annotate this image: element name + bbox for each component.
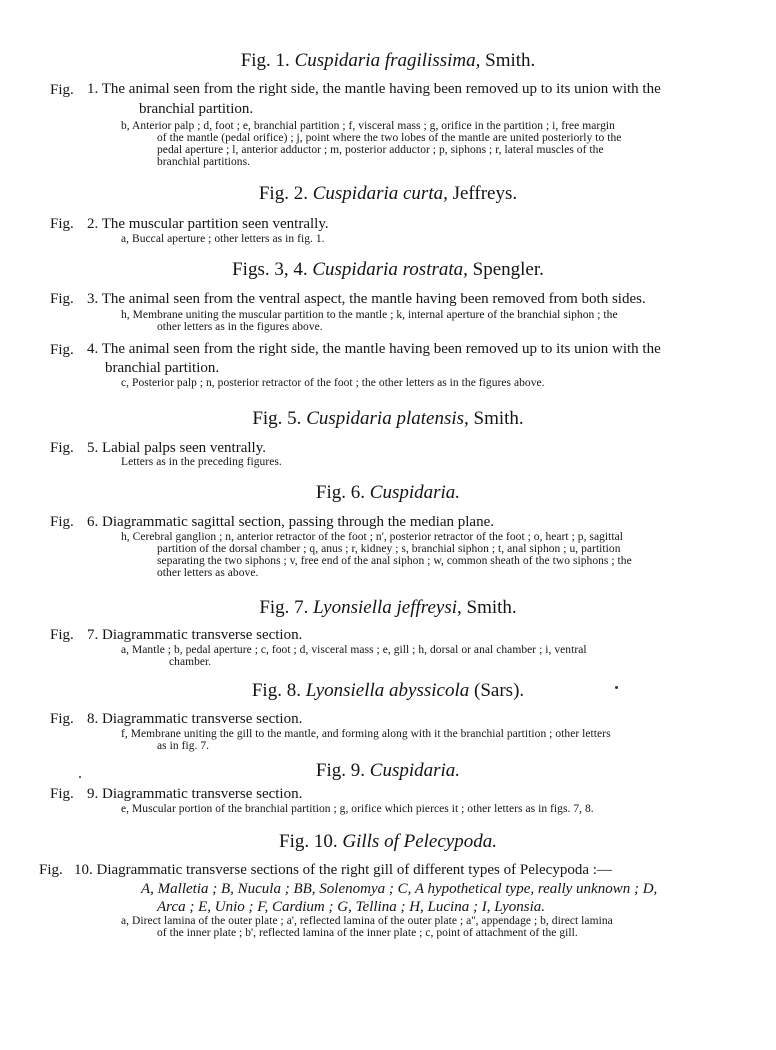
fig3-4-heading-species: Cuspidaria rostrata, [312, 259, 468, 280]
fig6-caption-line-1: 6. Diagrammatic sagittal section, passing through the median plane. [87, 514, 494, 530]
fig1-note-line-2: of the mantle (pedal orifice) ; j, point where the two lobes of the mantle are united posteriorly to the [157, 132, 622, 144]
fig2-heading [0, 183, 776, 205]
fig8-heading-number: Fig. 8. [251, 680, 301, 701]
fig1-heading-author: Smith. [485, 50, 536, 71]
fig8-caption-line-1: 8. Diagrammatic transverse section. [87, 711, 303, 727]
fig6-note-line-4: other letters as above. [157, 567, 259, 579]
fig1-caption-line-2: branchial partition. [139, 101, 254, 117]
fig5-heading [0, 408, 776, 430]
fig6-heading-number: Fig. 6. [315, 482, 366, 503]
fig2-heading-author: Jeffreys. [452, 183, 518, 204]
fig9-note-line-1: e, Muscular portion of the branchial partition ; g, orifice which pierces it ; other letters as in figs. 7, 8. [121, 803, 594, 815]
fig8-label: Fig. [50, 711, 74, 727]
fig1-heading-number: Fig. 1. [240, 50, 290, 71]
fig9-heading [0, 760, 776, 782]
fig7-caption-line-1: 7. Diagrammatic transverse section. [87, 627, 303, 643]
fig1-heading-species: Cuspidaria fragilissima, [294, 50, 481, 71]
fig8-note-line-1: f, Membrane uniting the gill to the mantle, and forming along with it the branchial partition ; other letters [121, 728, 611, 740]
fig8-note-line-2: as in fig. 7. [157, 740, 210, 752]
fig7-note-line-1: a, Mantle ; b, pedal aperture ; c, foot ; d, visceral mass ; e, gill ; h, dorsal or anal chamber ; i, ventral [121, 644, 587, 656]
fig10-caption-line-1: 10. Diagrammatic transverse sections of the right gill of different types of Pelecypoda :— [74, 862, 612, 878]
fig10-note-line-2: of the inner plate ; b', reflected lamina of the inner plate ; c, point of attachment of the gill. [157, 927, 578, 939]
fig6-heading [0, 482, 776, 504]
fig4-label: Fig. [50, 342, 74, 358]
fig8-heading-author: (Sars). [474, 680, 525, 701]
fig1-caption-line-1: 1. The animal seen from the right side, the mantle having been removed up to its union with the [87, 81, 661, 97]
fig1-label: Fig. [50, 82, 74, 98]
fig3-4-heading [0, 259, 776, 281]
fig5-heading-author: Smith. [473, 408, 524, 429]
fig4-note-line-1: c, Posterior palp ; n, posterior retractor of the foot ; the other letters as in the figures above. [121, 377, 545, 389]
fig2-caption-line-1: 2. The muscular partition seen ventrally. [87, 216, 329, 232]
fig7-heading [0, 597, 776, 619]
fig7-heading-author: Smith. [466, 597, 517, 618]
fig1-heading [0, 50, 776, 72]
fig6-heading-species: Cuspidaria. [369, 482, 461, 503]
ink-speck [79, 776, 81, 778]
fig3-4-heading-number: Figs. 3, 4. [232, 259, 308, 280]
fig5-caption-line-1: 5. Labial palps seen ventrally. [87, 440, 266, 456]
fig5-heading-species: Cuspidaria platensis, [306, 408, 469, 429]
fig7-note-line-2: chamber. [169, 656, 212, 668]
fig10-label: Fig. [39, 862, 63, 878]
fig5-label: Fig. [50, 440, 74, 456]
fig10-types-line-2: Arca ; E, Unio ; F, Cardium ; G, Tellina ; H, Lucina ; I, Lyonsia. [157, 899, 546, 915]
fig3-note-line-1: h, Membrane uniting the muscular partition to the mantle ; k, internal aperture of the branchial siphon ; the [121, 309, 618, 321]
fig5-heading-number: Fig. 5. [252, 408, 302, 429]
fig6-note-line-2: partition of the dorsal chamber ; q, anus ; r, kidney ; s, branchial siphon ; t, anal siphon ; u, partition [157, 543, 621, 555]
fig10-note-line-1: a, Direct lamina of the outer plate ; a', reflected lamina of the outer plate ; a'', appendage ; b, direct lamina [121, 915, 613, 927]
fig2-heading-number: Fig. 2. [258, 183, 308, 204]
fig9-label: Fig. [50, 786, 74, 802]
fig10-heading-species: Gills of Pelecypoda. [342, 831, 497, 852]
fig3-note-line-2: other letters as in the figures above. [157, 321, 323, 333]
fig6-note-line-1: h, Cerebral ganglion ; n, anterior retractor of the foot ; n', posterior retractor of the foot ; o, heart ; p, sagittal [121, 531, 624, 543]
fig4-caption-line-1: 4. The animal seen from the right side, the mantle having been removed up to its union with the [87, 341, 661, 357]
fig8-heading-species: Lyonsiella abyssicola [305, 680, 470, 701]
fig9-caption-line-1: 9. Diagrammatic transverse section. [87, 786, 303, 802]
fig1-note-line-1: b, Anterior palp ; d, foot ; e, branchial partition ; f, visceral mass ; g, orifice in the partition ; i, free margin [121, 120, 615, 132]
fig5-note-line-1: Letters as in the preceding figures. [121, 456, 282, 468]
fig6-note-line-3: separating the two siphons ; v, free end of the anal siphon ; w, common sheath of the two siphons ; the [157, 555, 632, 567]
fig10-heading [0, 831, 776, 853]
fig9-heading-number: Fig. 9. [315, 760, 366, 781]
fig7-heading-species: Lyonsiella jeffreysi, [313, 597, 462, 618]
fig4-caption-line-2: branchial partition. [105, 360, 220, 376]
fig1-note-line-3: pedal aperture ; l, anterior adductor ; m, posterior adductor ; p, siphons ; r, lateral muscles of the [157, 144, 604, 156]
fig8-heading [0, 680, 776, 702]
ink-speck [615, 686, 618, 689]
fig3-label: Fig. [50, 291, 74, 307]
fig1-note-line-4: branchial partitions. [157, 156, 251, 168]
fig7-label: Fig. [50, 627, 74, 643]
fig2-note-line-1: a, Buccal aperture ; other letters as in fig. 1. [121, 233, 325, 245]
fig10-types-line-1: A, Malletia ; B, Nucula ; BB, Solenomya ; C, A hypothetical type, really unknown ; D, [141, 881, 658, 897]
fig2-label: Fig. [50, 216, 74, 232]
fig3-caption-line-1: 3. The animal seen from the ventral aspect, the mantle having been removed from both sides. [87, 291, 646, 307]
fig6-label: Fig. [50, 514, 74, 530]
fig9-heading-species: Cuspidaria. [369, 760, 461, 781]
fig7-heading-number: Fig. 7. [259, 597, 309, 618]
fig10-heading-number: Fig. 10. [279, 831, 338, 852]
fig2-heading-species: Cuspidaria curta, [312, 183, 448, 204]
fig3-4-heading-author: Spengler. [472, 259, 544, 280]
